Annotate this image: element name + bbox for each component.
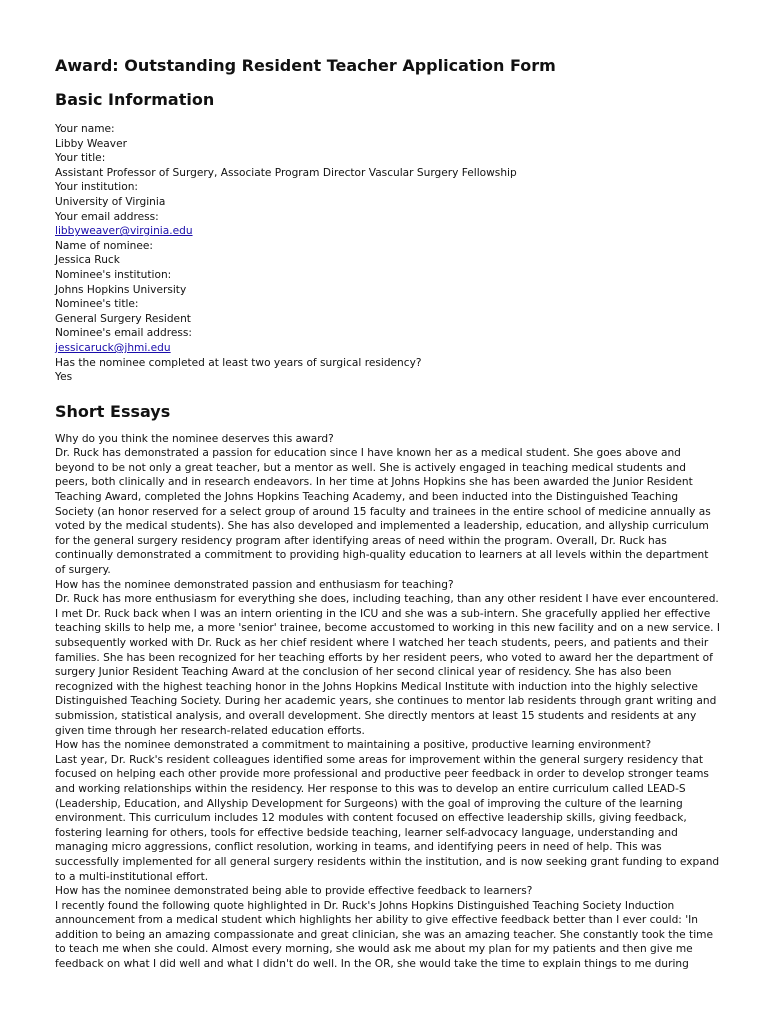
your-institution-value: University of Virginia xyxy=(55,195,166,208)
page-title: Award: Outstanding Resident Teacher Application Form xyxy=(55,56,556,75)
your-email-row xyxy=(55,224,720,239)
nominee-email-row xyxy=(55,341,720,356)
essay-answer-3: Last year, Dr. Ruck's resident colleagues identified some areas for improvement within the general surgery residency that focused on helping each other provide more professional and productive peer feedback in order to develop stronger teams and working relationships within the residency. Her response to this was to develop an entire curriculum called LEAD-S (Leadership, Education, and Allyship Development for Surgeons) with the goal of improving the culture of the learning environment. This curriculum includes 12 modules with content focused on effective leadership skills, giving feedback, fostering learning for others, tools for effective bedside teaching, learner self-advocacy language, understanding and managing micro aggressions, conflict resolution, working in teams, and identifying peers in need of help. This was successfully implemented for all general surgery residents within the institution, and is now seeking grant funding to expand to a multi-institutional effort. xyxy=(55,753,720,883)
nominee-institution-label: Nominee's institution: xyxy=(55,268,172,281)
essay-answer-4: I recently found the following quote highlighted in Dr. Ruck's Johns Hopkins Distinguished Teaching Society Induction announcement from a medical student which highlights her ability to give effective feedback better than I ever could: 'In addition to being an amazing compassionate and great clinician, she was an amazing teacher. She constantly took the time to teach me when she could. Almost every morning, she would ask me about my plan for my patients and then give me feedback on what I did well and what I didn't do well. In the OR, she would take the time to explain things to me during xyxy=(55,899,713,971)
two-years-question: Has the nominee completed at least two years of surgical residency? xyxy=(55,356,422,369)
essay-answer-2: Dr. Ruck has more enthusiasm for everything she does, including teaching, than any other resident I have ever encountered. I met Dr. Ruck back when I was an intern orienting in the ICU and she was a sub-intern. She gracefully applied her effective teaching skills to help me, a more 'senior' trainee, become accustomed to working in this new facility and on a new service. I subsequently worked with Dr. Ruck as her chief resident where I watched her teach students, peers, and patients and their families. She has been recognized for her teaching efforts by her resident peers, who voted to award her the department of surgery Junior Resident Teaching Award at the conclusion of her second clinical year of residency. She has also been recognized with the highest teaching honor in the Johns Hopkins Medical Institute with induction into the highly selective Distinguished Teaching Society. During her academic years, she continues to mentor lab residents through grant writing and submission, statistical analysis, and overall development. She directly mentors at least 15 students and residents at any given time through her research-related education efforts. xyxy=(55,593,721,737)
nominee-name-value: Jessica Ruck xyxy=(55,254,120,267)
your-title-label: Your title: xyxy=(55,152,106,165)
nominee-email-link[interactable]: jessicaruck@jhmi.edu xyxy=(55,341,171,354)
basic-information-heading: Basic Information xyxy=(55,90,215,109)
essay-question-1: Why do you think the nominee deserves this award? xyxy=(55,432,334,445)
essay-question-2: How has the nominee demonstrated passion and enthusiasm for teaching? xyxy=(55,578,454,591)
application-form xyxy=(55,55,720,972)
your-institution-label: Your institution: xyxy=(55,181,138,194)
two-years-answer: Yes xyxy=(55,371,73,384)
nominee-institution-value: Johns Hopkins University xyxy=(55,283,187,296)
essay-question-3: How has the nominee demonstrated a commitment to maintaining a positive, productive learning environment? xyxy=(55,739,652,752)
essay-answer-1: Dr. Ruck has demonstrated a passion for education since I have known her as a medical student. She goes above and beyond to be not only a great teacher, but a mentor as well. She is actively engaged in teaching medical students and peers, both clinically and in research endeavors. In her time at Johns Hopkins she has been awarded the Junior Resident Teaching Award, completed the Johns Hopkins Teaching Academy, and been inducted into the Distinguished Teaching Society (an honor reserved for a select group of around 15 faculty and trainees in the entire school of medicine annually as voted by the medical students). She has also developed and implemented a leadership, education, and allyship curriculum for the general surgery residency program after identifying areas of need within the program. Overall, Dr. Ruck has continually demonstrated a commitment to providing high-quality education to learners at all levels within the department of surgery. xyxy=(55,447,711,577)
short-essays-heading: Short Essays xyxy=(55,401,171,421)
basic-information-section xyxy=(55,89,720,385)
nominee-title-label: Nominee's title: xyxy=(55,298,139,311)
short-essays-section xyxy=(55,401,720,972)
your-email-label: Your email address: xyxy=(55,210,159,223)
your-name-value: Libby Weaver xyxy=(55,137,127,150)
your-email-link[interactable]: libbyweaver@virginia.edu xyxy=(55,225,193,238)
nominee-email-label: Nominee's email address: xyxy=(55,327,192,340)
nominee-name-label: Name of nominee: xyxy=(55,239,153,252)
your-title-value: Assistant Professor of Surgery, Associate Program Director Vascular Surgery Fellowship xyxy=(55,166,517,179)
essay-question-4: How has the nominee demonstrated being able to provide effective feedback to learners? xyxy=(55,885,533,898)
your-name-label: Your name: xyxy=(55,123,115,135)
nominee-title-value: General Surgery Resident xyxy=(55,312,191,325)
